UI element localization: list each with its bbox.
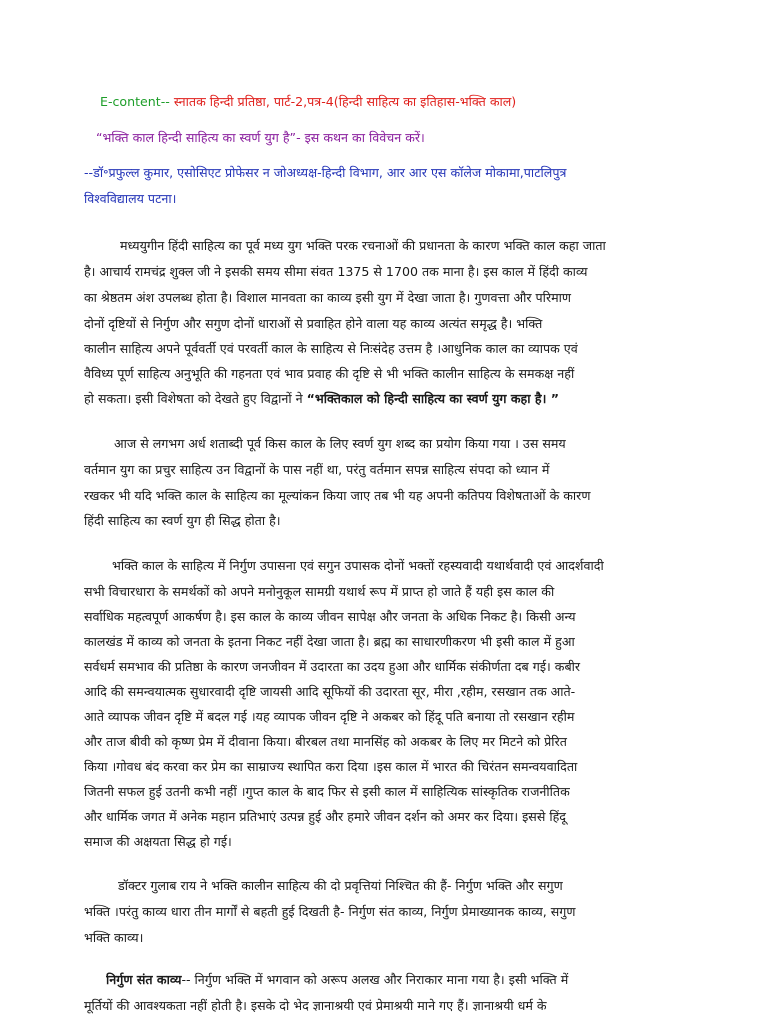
body-line-with-bold <box>84 391 684 407</box>
body-text: हो सकता। इसी विशेषता को देखते हुए विद्वानों ने <box>84 391 303 406</box>
question-heading: “भक्ति काल हिन्दी साहित्य का स्वर्ण युग है”- इस कथन का विवेचन करें। <box>96 130 425 145</box>
body-line: वैविध्य पूर्ण साहित्य अनुभूति की गहनता एवं भाव प्रवाह की दृष्टि से भी भक्ति कालीन साहित्य के समकक्ष नहीं <box>84 366 575 381</box>
body-line: समाज की अक्षयता सिद्ध हो गई। <box>84 834 232 849</box>
heading-line <box>100 93 516 110</box>
body-line: भक्ति काव्य। <box>84 930 144 945</box>
author-line-1: --डॉ॰प्रफुल्ल कुमार, एसोसिएट प्रोफेसर न जोअध्यक्ष-हिन्दी विभाग, आर आर एस कॉलेज मोकामा,पाटलिपुत्र <box>84 165 567 180</box>
body-line: सर्वधर्म समभाव की प्रतिष्ठा के कारण जनजीवन में उदारता का उदय हुआ और धार्मिक संकीर्णता दब गई। कबीर <box>84 659 581 674</box>
body-line: आज से लगभग अर्ध शताब्दी पूर्व किस काल के लिए स्वर्ण युग शब्द का प्रयोग किया गया । उस समय <box>114 436 566 451</box>
body-line: डॉक्टर गुलाब राय ने भक्ति कालीन साहित्य की दो प्रवृत्तियां निश्चित की हैं- निर्गुण भक्ति और सगुण <box>118 878 563 893</box>
body-line: मध्ययुगीन हिंदी साहित्य का पूर्व मध्य युग भक्ति परक रचनाओं की प्रधानता के कारण भक्ति काल कहा जाता <box>120 238 606 253</box>
body-line: दोनों दृष्टियों से निर्गुण और सगुण दोनों धाराओं से प्रवाहित होने वाला यह काव्य अत्यंत समृद्ध है। भक्ति <box>84 316 543 331</box>
body-line: जितनी सफल हुई उतनी कभी नहीं ।गुप्त काल के बाद फिर से इसी काल में साहित्यिक सांस्कृतिक राजनीतिक <box>84 784 570 799</box>
golden-age-quote: “भक्तिकाल को हिन्दी साहित्य का स्वर्ण युग कहा है। ” <box>306 391 560 406</box>
body-line: और ताज बीवी को कृष्ण प्रेम में दीवाना किया। बीरबल तथा मानसिंह को अकबर के लिए मर मिटने को प्रेरित <box>84 734 567 749</box>
body-line: वर्तमान युग का प्रचुर साहित्य उन विद्वानों के पास नहीं था, परंतु वर्तमान सपन्न साहित्य संपदा को ध्यान में <box>84 462 550 477</box>
body-line: भक्ति ।परंतु काव्य धारा तीन मार्गों से बहती हुई दिखती है- निर्गुण संत काव्य, निर्गुण प्रेमाख्यानक काव्य, सगुण <box>84 904 576 919</box>
body-line: आते व्यापक जीवन दृष्टि में बदल गई ।यह व्यापक जीवन दृष्टि ने अकबर को हिंदू पति बनाया तो रसखान रहीम <box>84 709 575 724</box>
body-line: किया ।गोवध बंद करवा कर प्रेम का साम्राज्य स्थापित करा दिया ।इस काल में भारत की चिरंतन समन्वयवादिता <box>84 759 578 774</box>
body-line: रखकर भी यदि भक्ति काल के साहित्य का मूल्यांकन किया जाए तब भी यह अपनी कतिपय विशेषताओं के कारण <box>84 488 591 503</box>
body-line: सभी विचारधारा के समर्थकों को अपने मनोनुकूल सामग्री यथार्थ रूप में प्राप्त हो जाते हैं यही इस काल की <box>84 584 555 599</box>
body-line: मूर्तियों की आवश्यकता नहीं होती है। इसके दो भेद ज्ञानाश्रयी एवं प्रेमाश्रयी माने गए हैं। ज्ञानाश्रयी धर्म के <box>84 998 547 1013</box>
course-title: स्नातक हिन्दी प्रतिष्ठा, पार्ट-2,पत्र-4(हिन्दी साहित्य का इतिहास-भक्ति काल) <box>173 94 517 109</box>
body-line: है। आचार्य रामचंद्र शुक्ल जी ने इसकी समय सीमा संवत 1375 से 1700 तक माना है। इस काल में हिंदी काव्य <box>84 264 588 279</box>
author-line-2: विश्वविद्यालय पटना। <box>84 191 177 206</box>
body-line: कालीन साहित्य अपने पूर्ववर्ती एवं परवर्ती काल के साहित्य से निःसंदेह उत्तम है ।आधुनिक काल का व्यापक एवं <box>84 341 578 356</box>
body-line: और धार्मिक जगत में अनेक महान प्रतिभाएं उत्पन्न हुई और हमारे जीवन दर्शन को अमर कर दिया। इससे हिंदू <box>84 809 566 824</box>
body-line: आदि की समन्वयात्मक सुधारवादी दृष्टि जायसी आदि सूफियों की उदारता सूर, मीरा ,रहीम, रसखान तक आते- <box>84 684 576 699</box>
body-text: -- निर्गुण भक्ति में भगवान को अरूप अलख और निराकार माना गया है। इसी भक्ति में <box>181 972 569 987</box>
body-line: का श्रेष्ठतम अंश उपलब्ध होता है। विशाल मानवता का काव्य इसी युग में देखा जाता है। गुणवत्ता और परिमाण <box>84 290 571 305</box>
body-line: कालखंड में काव्य को जनता के इतना निकट नहीं देखा जाता है। ब्रह्म का साधारणीकरण भी इसी काल में हुआ <box>84 634 575 649</box>
nirgun-sant-kavya-heading: निर्गुण संत काव्य <box>106 972 182 987</box>
econtent-label: E-content-- <box>100 94 170 109</box>
body-line: भक्ति काल के साहित्य में निर्गुण उपासना एवं सगुन उपासक दोनों भक्तों रहस्यवादी यथार्थवादी एवं आदर्शवादी <box>112 558 604 573</box>
body-line: सर्वाधिक महत्वपूर्ण आकर्षण है। इस काल के काव्य जीवन सापेक्ष और जनता के अधिक निकट है। किसी अन्य <box>84 609 576 624</box>
section-heading-line <box>106 972 684 988</box>
body-line: हिंदी साहित्य का स्वर्ण युग ही सिद्ध होता है। <box>84 513 281 528</box>
